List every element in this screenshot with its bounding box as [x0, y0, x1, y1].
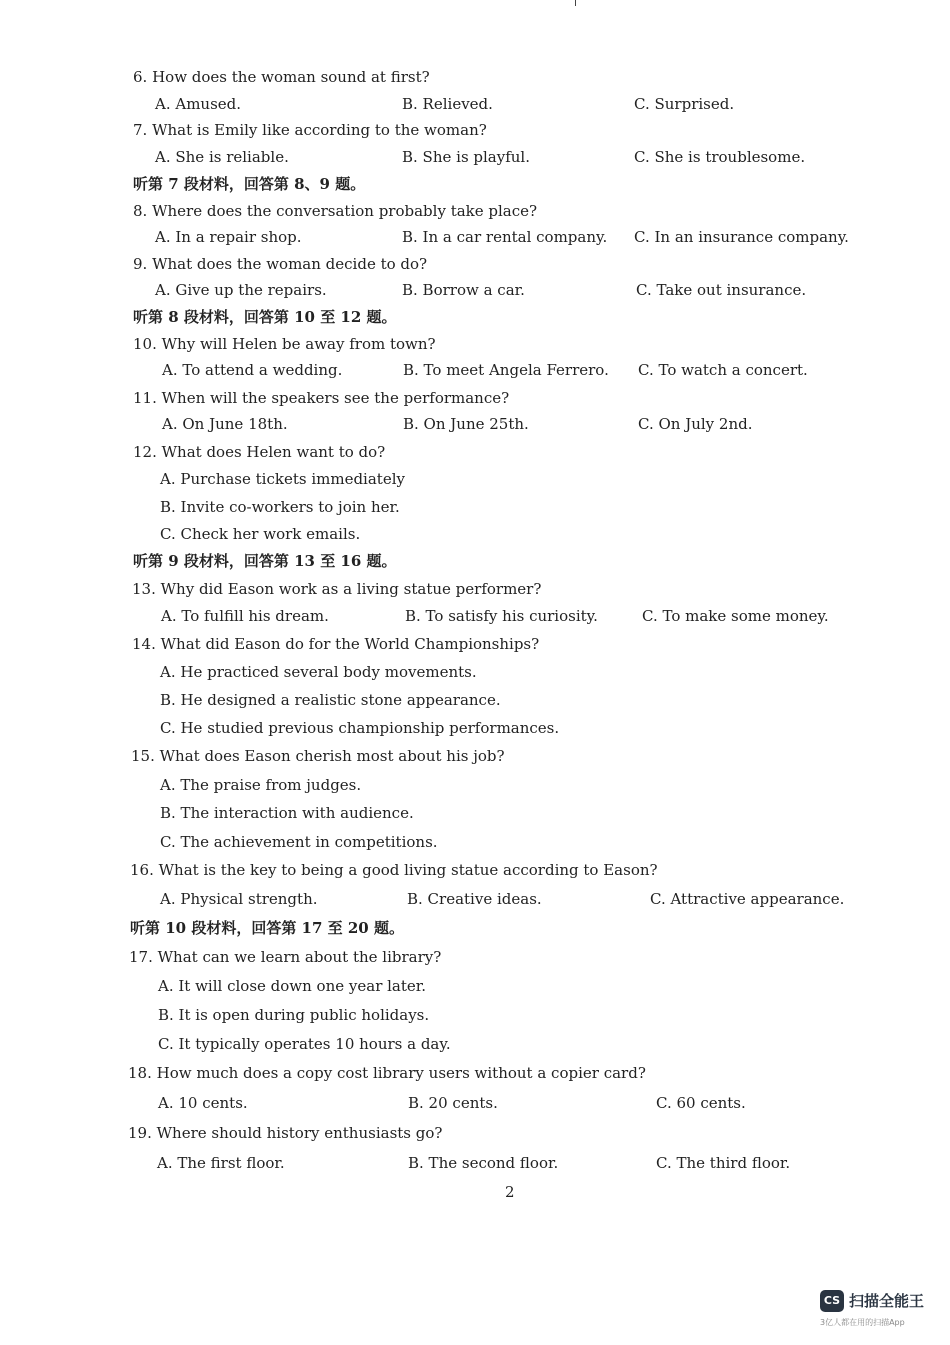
section-heading — [0, 548, 950, 574]
option-c: C. The achievement in competitions. — [160, 833, 438, 851]
options-13 — [0, 603, 950, 629]
option-a-17 — [0, 973, 950, 999]
option-c: C. 60 cents. — [656, 1094, 746, 1112]
options-19 — [0, 1150, 950, 1176]
question-stem: 15. What does Eason cherish most about his job? — [131, 747, 505, 765]
option-c: C. On July 2nd. — [638, 415, 753, 433]
question-17 — [0, 944, 950, 970]
question-18 — [0, 1060, 950, 1086]
option-c-15 — [0, 829, 950, 855]
option-a: A. Give up the repairs. — [155, 281, 327, 299]
option-a-14 — [0, 659, 950, 685]
option-a: A. It will close down one year later. — [158, 977, 427, 995]
option-b-14 — [0, 687, 950, 713]
section-heading — [0, 915, 950, 941]
question-stem: 12. What does Helen want to do? — [133, 443, 386, 461]
section-text: 听第 9 段材料，回答第 13 至 16 题。 — [133, 552, 397, 570]
option-b-17 — [0, 1002, 950, 1028]
question-stem: 8. Where does the conversation probably take place? — [133, 202, 538, 220]
question-stem: 7. What is Emily like according to the woman? — [133, 121, 487, 139]
question-9 — [0, 251, 950, 277]
question-10 — [0, 331, 950, 357]
option-c: C. He studied previous championship performances. — [160, 719, 560, 737]
options-18 — [0, 1090, 950, 1116]
option-c-17 — [0, 1031, 950, 1057]
option-a: A. She is reliable. — [155, 148, 289, 166]
option-b-15 — [0, 800, 950, 826]
question-14 — [0, 631, 950, 657]
question-19 — [0, 1120, 950, 1146]
question-stem: 17. What can we learn about the library? — [129, 948, 442, 966]
options-9 — [0, 277, 950, 303]
option-a-15 — [0, 772, 950, 798]
section-text: 听第 8 段材料，回答第 10 至 12 题。 — [133, 308, 397, 326]
option-b: B. It is open during public holidays. — [158, 1006, 430, 1024]
option-b: B. 20 cents. — [408, 1094, 498, 1112]
option-b: B. She is playful. — [402, 148, 530, 166]
question-stem: 10. Why will Helen be away from town? — [133, 335, 436, 353]
question-12 — [0, 439, 950, 465]
options-7 — [0, 144, 950, 170]
option-a: A. Physical strength. — [160, 890, 318, 908]
options-11 — [0, 411, 950, 437]
option-a: A. Amused. — [155, 95, 242, 113]
section-heading — [0, 171, 950, 197]
section-heading — [0, 304, 950, 330]
section-text: 听第 10 段材料，回答第 17 至 20 题。 — [130, 919, 404, 937]
question-stem: 18. How much does a copy cost library users without a copier card? — [128, 1064, 646, 1082]
section-text: 听第 7 段材料，回答第 8、9 题。 — [133, 175, 366, 193]
question-7 — [0, 117, 950, 143]
option-b: B. Relieved. — [402, 95, 493, 113]
options-6 — [0, 91, 950, 117]
option-b: B. The interaction with audience. — [160, 804, 414, 822]
option-b: B. Borrow a car. — [402, 281, 525, 299]
option-b: B. The second floor. — [408, 1154, 559, 1172]
question-stem: 9. What does the woman decide to do? — [133, 255, 428, 273]
scanner-watermark — [820, 1290, 940, 1335]
option-c-14 — [0, 715, 950, 741]
option-b: B. In a car rental company. — [402, 228, 608, 246]
watermark-name: 扫描全能王 — [849, 1292, 925, 1310]
option-c: C. The third floor. — [656, 1154, 791, 1172]
options-16 — [0, 886, 950, 912]
option-a: A. To fulfill his dream. — [161, 607, 329, 625]
option-a: A. The praise from judges. — [160, 776, 362, 794]
option-a: A. He practiced several body movements. — [160, 663, 477, 681]
question-8 — [0, 198, 950, 224]
question-stem: 14. What did Eason do for the World Championships? — [132, 635, 540, 653]
option-c-12 — [0, 521, 950, 547]
option-c: C. To make some money. — [642, 607, 829, 625]
option-b-12 — [0, 494, 950, 520]
option-b: B. He designed a realistic stone appearance. — [160, 691, 501, 709]
question-6 — [0, 64, 950, 90]
question-stem: 13. Why did Eason work as a living statue performer? — [132, 580, 542, 598]
option-b: B. To meet Angela Ferrero. — [403, 361, 609, 379]
camscanner-logo-icon: CS — [820, 1290, 844, 1312]
page-edge-mark — [575, 0, 576, 6]
option-b: B. Invite co-workers to join her. — [160, 498, 400, 516]
options-8 — [0, 224, 950, 250]
option-a: A. Purchase tickets immediately — [160, 470, 405, 488]
option-b: B. Creative ideas. — [407, 890, 542, 908]
question-16 — [0, 857, 950, 883]
option-a: A. In a repair shop. — [155, 228, 302, 246]
option-a: A. The first floor. — [157, 1154, 285, 1172]
option-a-12 — [0, 466, 950, 492]
question-stem: 6. How does the woman sound at first? — [133, 68, 430, 86]
question-13 — [0, 576, 950, 602]
options-10 — [0, 357, 950, 383]
question-stem: 11. When will the speakers see the performance? — [133, 389, 510, 407]
option-c: C. Take out insurance. — [636, 281, 807, 299]
question-stem: 16. What is the key to being a good living statue according to Eason? — [130, 861, 658, 879]
option-c: C. Surprised. — [634, 95, 735, 113]
option-c: C. It typically operates 10 hours a day. — [158, 1035, 451, 1053]
option-b: B. On June 25th. — [403, 415, 529, 433]
option-c: C. In an insurance company. — [634, 228, 849, 246]
option-b: B. To satisfy his curiosity. — [405, 607, 598, 625]
option-c: C. She is troublesome. — [634, 148, 806, 166]
question-11 — [0, 385, 950, 411]
option-a: A. To attend a wedding. — [162, 361, 343, 379]
question-15 — [0, 743, 950, 769]
page-number: 2 — [505, 1183, 515, 1201]
option-c: C. Check her work emails. — [160, 525, 361, 543]
option-c: C. To watch a concert. — [638, 361, 808, 379]
option-a: A. 10 cents. — [158, 1094, 248, 1112]
watermark-tagline: 3亿人都在用的扫描App — [820, 1318, 905, 1327]
option-c: C. Attractive appearance. — [650, 890, 845, 908]
question-stem: 19. Where should history enthusiasts go? — [128, 1124, 443, 1142]
option-a: A. On June 18th. — [162, 415, 288, 433]
